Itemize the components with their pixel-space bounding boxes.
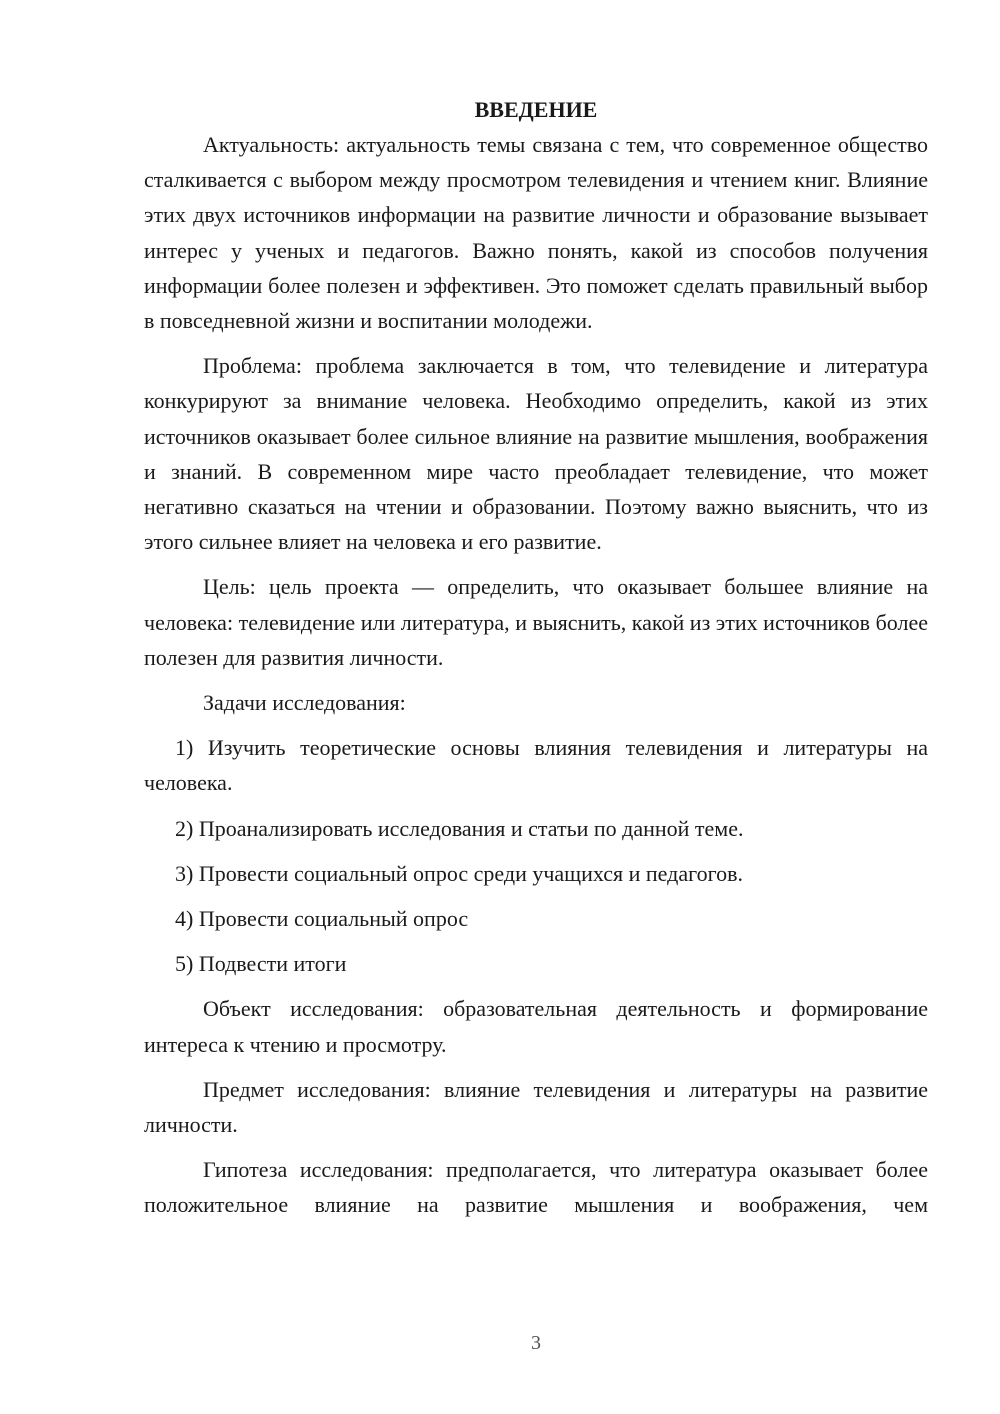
list-item: 4) Провести социальный опрос (175, 906, 469, 932)
tasks-list (144, 730, 928, 981)
paragraph-problem: Проблема: проблема заключается в том, что телевидение и литература конкурируют за внимание человека. Необходимо определить, какой из этих источников оказывает более сильное влияние на развитие мышления, воображения и знаний. В современном мире часто преобладает телевидение, что может негативно сказаться на чтении и образовании. Поэтому важно выяснить, что из этого сильнее влияет на человека и его развитие. (144, 353, 928, 555)
list-item: 5) Подвести итоги (175, 951, 347, 977)
tasks-heading: Задачи исследования: (203, 690, 406, 716)
section-title: ВВЕДЕНИЕ (474, 97, 598, 122)
list-item: 1) Изучить теоретические основы влияния телевидения и литературы на человека. (144, 735, 928, 796)
paragraph-relevance: Актуальность: актуальность темы связана с тем, что современное общество сталкивается с выбором между просмотром телевидения и чтением книг. Влияние этих двух источников информации на развитие личности и образование вызывает интерес у ученых и педагогов. Важно понять, какой из способов получения информации более полезен и эффективен. Это поможет сделать правильный выбор в повседневной жизни и воспитании молодежи. (144, 132, 928, 334)
paragraph-goal: Цель: цель проекта — определить, что оказывает большее влияние на человека: телевидение или литература, и выяснить, какой из этих источников более полезен для развития личности. (144, 574, 928, 670)
list-item: 3) Провести социальный опрос среди учащихся и педагогов. (175, 860, 743, 886)
document-page (144, 92, 928, 1233)
paragraph-object: Объект исследования: образовательная деятельность и формирование интереса к чтению и просмотру. (144, 996, 928, 1057)
paragraph-hypothesis: Гипотеза исследования: предполагается, что литература оказывает более положительное влияние на развитие мышления и воображения, чем (144, 1157, 928, 1218)
list-item: 2) Проанализировать исследования и статьи по данной теме. (175, 815, 744, 841)
page-number: 3 (531, 1332, 541, 1354)
paragraph-subject: Предмет исследования: влияние телевидения и литературы на развитие личности. (144, 1076, 928, 1138)
